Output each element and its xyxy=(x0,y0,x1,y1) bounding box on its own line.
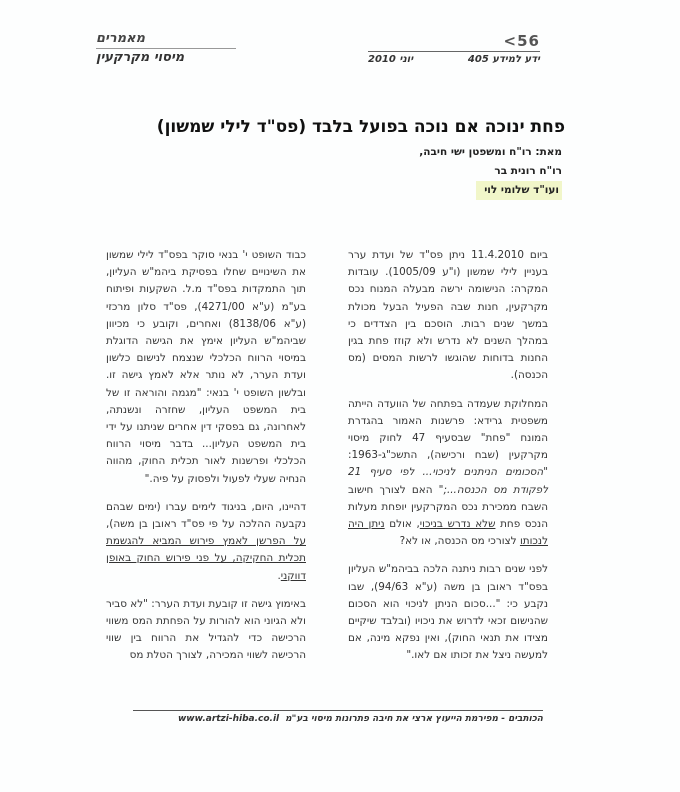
paragraph: המחלוקת שעמדה בפתחה של הוועדה הייתה משפטית גרידא: פרשנות האמור בהגדרת המונח "פחת" שבסעיף 47 לחוק מיסוי מקרקעין (שבח ורכישה), התשכ"ג-1963: "הסכומים הניתנים לניכוי... לפי סעיף 21 לפקודת מס הכנסה...;" האם לצורך חישוב השבח ממכירת נכס המקרקעין יופחת מעלות הנכס פחת שלא נדרש בניכוי, אולם ניתן היה לנכותו לצורכי מס הכנסה, או לא? xyxy=(348,397,548,548)
paragraph: כבוד השופט י' בנאי סוקר בפס"ד לילי שמשון את השינויים שחלו בפסיקת ביהמ"ש העליון, תוך התמקדות בפס"ד מ.ל. השקעות ופיתוח בע"מ (ע"א 4271/00), פס"ד סלון מרכזי (ע"א 8138/06) ואחרים, וקובע כי מכיוון שביהמ"ש העליון אימץ את הגישה הדוגלת במיסוי הרווח הכלכלי שנצמח לנישום כלשון ועדת הערר, לא נותר אלא לאמץ גישה זו. ובלשון השופט י' בנאי: "מגמה והוראה זו של בית המשפט העליון, שחזרה ונשנתה, לאחרונה, גם בפסקי דין אחרים שניתנו על ידי בית המשפט העליון... בדבר מיסוי הרווח הכלכלי ופרשנות לאור תכלית החוק, מהווה הנחיה שעלי לפעול ולפסוק על פיה." xyxy=(106,249,306,485)
author-line: מאת: רו"ח ומשפטן ישי חיבה, xyxy=(419,146,562,158)
footer-divider xyxy=(133,710,543,711)
page-header-section xyxy=(96,31,236,65)
paragraph: לפני שנים רבות ניתנה הלכה בביהמ"ש העליון בפס"ד ראובן בן משה (ע"א 94/63), שבו נקבע כי: "...סכום הניתן לניכוי הוא הסכום שהנישום זכאי לדרוש את ניכויו (ובלבד שיקיים מצידו את תנאי החוק), ואין נפקא מינה, אם למעשה ניצל את זכותו אם לאו." xyxy=(348,563,548,662)
underlined-phrase: על הפרשן לאמץ פירוש המביא להגשמת תכלית החקיקה, על פני פירוש החוק באופן דווקני xyxy=(106,535,306,582)
footer-credit: הכותבים - מפירמת הייעוץ ארצי את חיבה פתרונות מיסוי בע"מ xyxy=(285,714,543,724)
subsection-name: מיסוי מקרקעין xyxy=(96,50,185,65)
quoted-statute: "הסכומים הניתנים לניכוי... לפי סעיף 21 לפקודת מס הכנסה...;" xyxy=(348,466,548,496)
paragraph: ביום 11.4.2010 ניתן פס"ד של ועדת ערר בעניין לילי שמשון (ו"ע 1005/09). עובדות המקרה: הנישומה ירשה מבעלה המנוח נכס מקרקעין, חנות שבה הפעיל הבעל מכולת במשך שנים רבות. הוסכם בין הצדדים כי במהלך השנים לא נדרש ולא קוזז פחת בגין החנות בדוחות שהוגשו לרשות המסים (מס הכנסה). xyxy=(348,249,548,382)
paragraph: באימוץ גישה זו קובעת ועדת הערר: "לא סביר ולא הגיוני הוא להורות על הפחתת המס משווי הרכישה כדי להגדיל את הרווח בין שווי הרכישה לשווי המכירה, לצורך הטלת מס xyxy=(106,597,306,662)
issue-date: יוני 2010 xyxy=(368,54,414,65)
section-divider xyxy=(96,48,236,49)
paragraph: דהיינו, היום, בניגוד לימים עברו (ימים שבהם נקבעה ההלכה על פי פס"ד ראובן בן משה), על הפרשן לאמץ פירוש המביא להגשמת תכלית החקיקה, על פני פירוש החוק באופן דווקני. xyxy=(106,500,306,582)
header-divider xyxy=(368,51,540,52)
publication-name: ידע למידע 405 xyxy=(467,54,540,65)
underlined-phrase: שלא נדרש בניכוי xyxy=(419,518,496,531)
section-name: מאמרים xyxy=(96,31,145,46)
footer-url[interactable]: www.artzi-hiba.co.il xyxy=(177,714,280,724)
article-column-left xyxy=(106,247,306,676)
author-line: רו"ח רונית בר xyxy=(494,165,562,177)
arrow-icon: > xyxy=(503,32,518,50)
page-header-publication xyxy=(368,33,540,65)
underlined-phrase: ניתן היה לנכותו xyxy=(348,518,548,548)
article-title: פחת ינוכה אם נוכה בפועל בלבד (פס"ד לילי שמשון) xyxy=(156,117,565,137)
author-line-highlighted: ועו"ד שלומי לוי xyxy=(476,181,562,200)
page-number-line xyxy=(368,33,540,49)
page-number: 56 xyxy=(517,32,540,50)
page-footer xyxy=(148,714,543,724)
article-column-right xyxy=(348,247,548,676)
article-authors xyxy=(419,143,562,200)
